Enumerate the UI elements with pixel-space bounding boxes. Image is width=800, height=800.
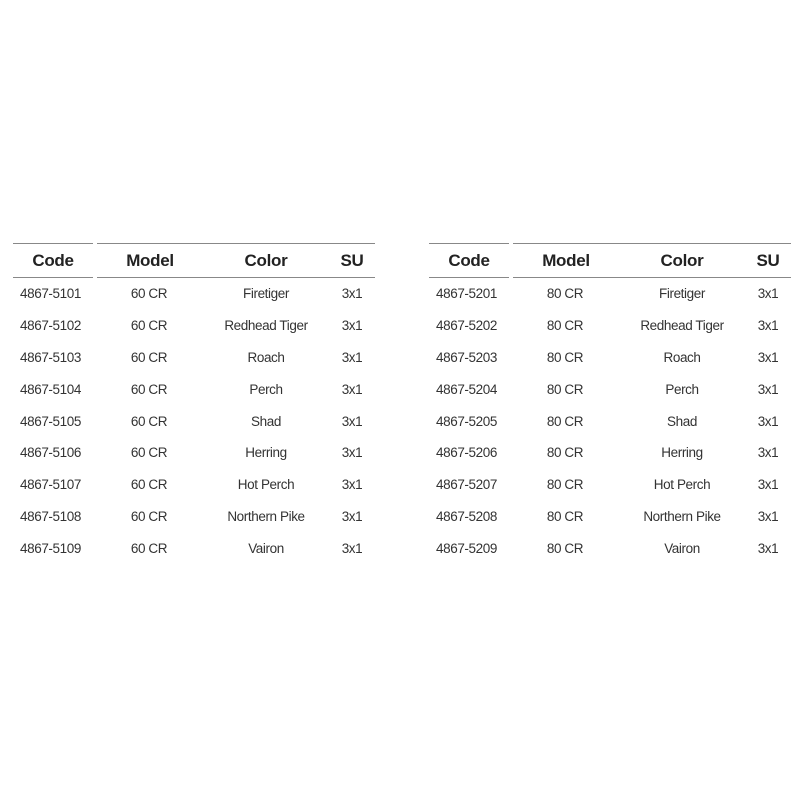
cell-color: Perch <box>249 381 283 397</box>
cell-code: 4867-5209 <box>436 540 497 556</box>
cell-su: 3x1 <box>341 381 363 397</box>
column-header-model: Model <box>95 244 203 278</box>
product-table-80cr <box>429 243 791 564</box>
cell-color: Hot Perch <box>653 477 711 493</box>
cell-code: 4867-5109 <box>20 540 81 556</box>
cell-model: 80 CR <box>546 381 584 397</box>
cell-code: 4867-5102 <box>20 318 81 334</box>
table-row <box>429 501 791 533</box>
cell-model: 80 CR <box>546 413 584 429</box>
cell-code: 4867-5108 <box>20 508 81 524</box>
cell-color: Roach <box>663 349 701 365</box>
table-row <box>429 469 791 501</box>
cell-model: 60 CR <box>130 381 168 397</box>
cell-model: 60 CR <box>130 445 168 461</box>
cell-color: Perch <box>665 381 699 397</box>
table-row <box>429 532 791 564</box>
cell-code: 4867-5205 <box>436 413 497 429</box>
cell-code: 4867-5208 <box>436 508 497 524</box>
table-row <box>13 532 375 564</box>
cell-su: 3x1 <box>341 477 363 493</box>
cell-model: 60 CR <box>130 413 168 429</box>
cell-model: 80 CR <box>546 349 584 365</box>
table-body <box>13 278 375 565</box>
table-row <box>13 405 375 437</box>
cell-color: Vairon <box>248 540 284 556</box>
table-body <box>429 278 791 565</box>
cell-code: 4867-5103 <box>20 349 81 365</box>
table-header-row <box>429 244 791 278</box>
cell-code: 4867-5203 <box>436 349 497 365</box>
cell-color: Redhead Tiger <box>640 318 724 334</box>
cell-code: 4867-5104 <box>20 381 81 397</box>
table-row <box>429 342 791 374</box>
cell-su: 3x1 <box>341 445 363 461</box>
column-header-color: Color <box>619 244 745 278</box>
cell-su: 3x1 <box>341 318 363 334</box>
column-header-su: SU <box>329 244 375 278</box>
cell-su: 3x1 <box>757 508 779 524</box>
cell-su: 3x1 <box>757 540 779 556</box>
cell-code: 4867-5202 <box>436 318 497 334</box>
cell-model: 60 CR <box>130 508 168 524</box>
cell-code: 4867-5201 <box>436 286 497 302</box>
cell-color: Shad <box>667 413 697 429</box>
table-row <box>13 278 375 310</box>
cell-model: 60 CR <box>130 318 168 334</box>
column-header-su: SU <box>745 244 791 278</box>
cell-model: 80 CR <box>546 445 584 461</box>
cell-su: 3x1 <box>341 286 363 302</box>
cell-color: Shad <box>251 413 281 429</box>
cell-color: Herring <box>661 445 703 461</box>
cell-model: 80 CR <box>546 318 584 334</box>
cell-model: 60 CR <box>130 349 168 365</box>
cell-code: 4867-5101 <box>20 286 81 302</box>
cell-su: 3x1 <box>757 349 779 365</box>
column-header-code: Code <box>429 244 511 278</box>
cell-su: 3x1 <box>757 286 779 302</box>
table-row <box>429 405 791 437</box>
cell-color: Northern Pike <box>643 508 721 524</box>
cell-su: 3x1 <box>757 477 779 493</box>
cell-color: Herring <box>245 445 287 461</box>
table-row <box>13 469 375 501</box>
cell-color: Firetiger <box>243 286 289 302</box>
cell-su: 3x1 <box>341 349 363 365</box>
table-row <box>429 373 791 405</box>
cell-model: 60 CR <box>130 540 168 556</box>
cell-su: 3x1 <box>757 381 779 397</box>
product-table-60cr <box>13 243 375 564</box>
column-header-code: Code <box>13 244 95 278</box>
column-header-color: Color <box>203 244 329 278</box>
table-header-row <box>13 244 375 278</box>
cell-su: 3x1 <box>341 508 363 524</box>
table-row <box>13 310 375 342</box>
cell-code: 4867-5107 <box>20 477 81 493</box>
column-header-model: Model <box>511 244 619 278</box>
cell-model: 60 CR <box>130 477 168 493</box>
cell-code: 4867-5207 <box>436 477 497 493</box>
cell-su: 3x1 <box>341 540 363 556</box>
cell-su: 3x1 <box>341 413 363 429</box>
cell-model: 80 CR <box>546 286 584 302</box>
cell-model: 80 CR <box>546 508 584 524</box>
cell-code: 4867-5206 <box>436 445 497 461</box>
cell-color: Roach <box>247 349 285 365</box>
cell-code: 4867-5106 <box>20 445 81 461</box>
cell-color: Northern Pike <box>227 508 305 524</box>
cell-model: 80 CR <box>546 540 584 556</box>
table-row <box>429 278 791 310</box>
table-row <box>429 437 791 469</box>
cell-su: 3x1 <box>757 445 779 461</box>
cell-model: 60 CR <box>130 286 168 302</box>
table-row <box>13 437 375 469</box>
cell-model: 80 CR <box>546 477 584 493</box>
cell-color: Firetiger <box>659 286 705 302</box>
table-row <box>13 373 375 405</box>
cell-code: 4867-5204 <box>436 381 497 397</box>
table-row <box>13 501 375 533</box>
cell-code: 4867-5105 <box>20 413 81 429</box>
cell-su: 3x1 <box>757 413 779 429</box>
cell-color: Hot Perch <box>237 477 295 493</box>
cell-color: Vairon <box>664 540 700 556</box>
cell-su: 3x1 <box>757 318 779 334</box>
table-row <box>429 310 791 342</box>
table-row <box>13 342 375 374</box>
cell-color: Redhead Tiger <box>224 318 308 334</box>
